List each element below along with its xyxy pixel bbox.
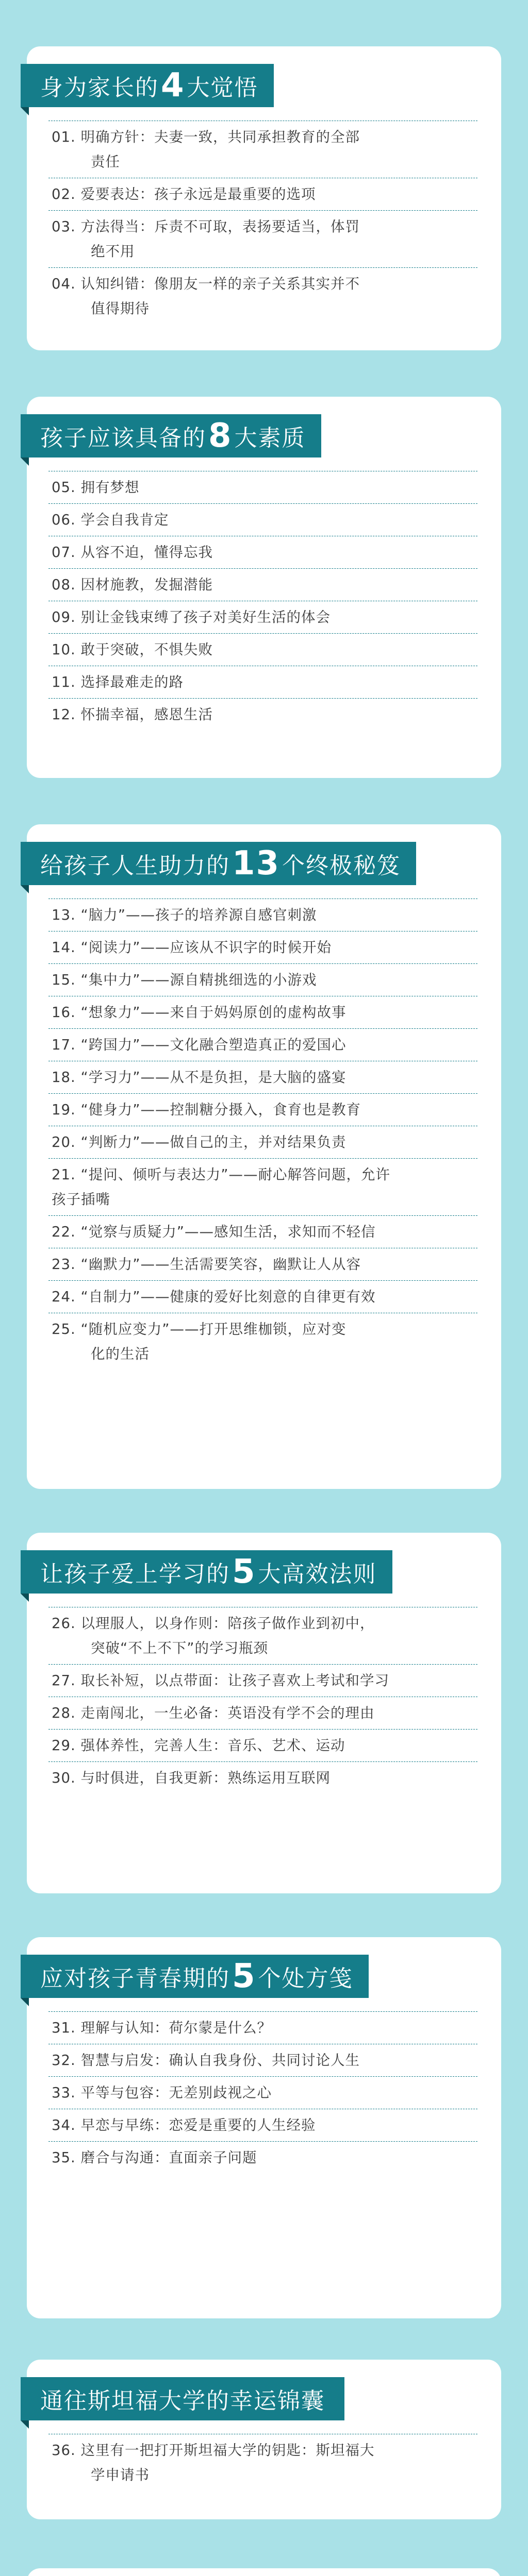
list-item [48, 267, 477, 325]
item-number: 27. [52, 1672, 76, 1689]
item-text: 早恋与早练：恋爱是重要的人生经验 [80, 2117, 316, 2133]
list-item [48, 1761, 477, 1794]
item-list [48, 121, 477, 325]
list-item [48, 899, 477, 931]
list-item [48, 536, 477, 568]
item-text-continued: 责任 [91, 154, 120, 170]
item-list [48, 899, 477, 1370]
title-num: 13 [232, 844, 280, 883]
item-number: 20. [52, 1134, 76, 1150]
item-number: 29. [52, 1737, 76, 1754]
section-card [27, 1937, 501, 2318]
item-number: 15. [52, 972, 76, 988]
item-list [48, 2011, 477, 2174]
title-pre: 通往斯坦福大学的幸运锦囊 [40, 2388, 325, 2414]
item-text: 敢于突破，不惧失败 [80, 641, 213, 658]
list-item [48, 1664, 477, 1697]
list-item [48, 1126, 477, 1158]
list-item [48, 568, 477, 601]
item-text: 怀揣幸福，感恩生活 [80, 706, 213, 723]
item-text: “健身力”——控制糖分摄入，食育也是教育 [80, 1101, 361, 1118]
item-number: 32. [52, 2052, 76, 2069]
item-text: 别让金钱束缚了孩子对美好生活的体会 [80, 609, 331, 625]
item-text-continued: 突破“不上不下”的学习瓶颈 [91, 1640, 268, 1656]
list-item [48, 698, 477, 731]
list-item [48, 996, 477, 1028]
section-card [27, 2360, 501, 2519]
section-title [21, 1550, 392, 1594]
section-card [27, 2568, 501, 2576]
item-number: 13. [52, 907, 76, 923]
item-text: “想象力”——来自于妈妈原创的虚构故事 [80, 1004, 346, 1021]
list-item [48, 1697, 477, 1729]
item-text: 选择最难走的路 [80, 674, 184, 690]
list-item [48, 2434, 477, 2491]
title-pre: 应对孩子青春期的 [40, 1965, 230, 1992]
item-text: “觉察与质疑力”——感知生活，求知而不轻信 [80, 1224, 376, 1240]
list-item [48, 1729, 477, 1761]
item-text: “集中力”——源自精挑细选的小游戏 [80, 972, 317, 988]
item-number: 17. [52, 1037, 76, 1053]
list-item [48, 1280, 477, 1313]
item-number: 24. [52, 1289, 76, 1305]
list-item [48, 1313, 477, 1370]
list-item [48, 666, 477, 698]
list-item [48, 931, 477, 963]
list-item [48, 2011, 477, 2044]
item-number: 10. [52, 641, 76, 658]
item-number: 33. [52, 2084, 76, 2101]
list-item [48, 633, 477, 666]
list-item [48, 601, 477, 633]
title-post: 个终极秘笈 [282, 853, 401, 879]
section-title [21, 414, 321, 457]
list-item [48, 2141, 477, 2174]
section-card [27, 1533, 501, 1893]
list-item [48, 1607, 477, 1664]
item-text: “判断力”——做自己的主，并对结果负责 [80, 1134, 346, 1150]
item-text-continued: 值得期待 [91, 300, 150, 317]
list-item [48, 1158, 477, 1215]
item-text: 明确方针：夫妻一致，共同承担教育的全部 [80, 129, 360, 145]
item-number: 08. [52, 577, 76, 593]
item-number: 34. [52, 2117, 76, 2133]
item-number: 25. [52, 1321, 76, 1337]
section-title [21, 842, 416, 885]
title-post: 大素质 [234, 425, 306, 451]
list-item [48, 1215, 477, 1248]
title-post: 个处方笺 [258, 1965, 353, 1992]
list-item [48, 2044, 477, 2076]
title-pre: 孩子应该具备的 [40, 425, 206, 451]
item-text: “学习力”——从不是负担，是大脑的盛宴 [80, 1069, 346, 1086]
list-item [48, 178, 477, 210]
item-number: 11. [52, 674, 76, 690]
item-number: 16. [52, 1004, 76, 1021]
item-number: 06. [52, 512, 76, 528]
item-text: 取长补短，以点带面：让孩子喜欢上考试和学习 [80, 1672, 389, 1689]
item-list [48, 2434, 477, 2491]
item-text: 以理服人，以身作则：陪孩子做作业到初中， [80, 1615, 375, 1632]
title-num: 8 [208, 417, 233, 455]
item-text: 与时俱进，自我更新：熟练运用互联网 [80, 1770, 331, 1786]
item-text: “阅读力”——应该从不识字的时候开始 [80, 939, 332, 956]
item-number: 09. [52, 609, 76, 625]
item-text: 方法得当：斥责不可取，表扬要适当，体罚 [80, 218, 360, 235]
item-text: 拥有梦想 [80, 479, 140, 496]
title-pre: 身为家长的 [40, 75, 159, 101]
item-text-continued: 绝不用 [91, 243, 135, 260]
item-text: 因材施教，发掘潜能 [80, 577, 213, 593]
title-pre: 让孩子爱上学习的 [40, 1561, 230, 1587]
item-number: 07. [52, 544, 76, 561]
section-card [27, 824, 501, 1489]
item-number: 18. [52, 1069, 76, 1086]
item-text: “跨国力”——文化融合塑造真正的爱国心 [80, 1037, 346, 1053]
list-item [48, 1061, 477, 1093]
section-title [21, 64, 274, 107]
item-number: 23. [52, 1256, 76, 1273]
item-number: 26. [52, 1615, 76, 1632]
list-item [48, 963, 477, 996]
section-title [21, 2377, 344, 2420]
item-text-continued: 学申请书 [91, 2467, 150, 2483]
item-text: “脑力”——孩子的培养源自感官刺激 [80, 907, 317, 923]
item-number: 28. [52, 1705, 76, 1721]
section-title [21, 1955, 369, 1998]
title-num: 5 [232, 1553, 256, 1591]
item-text: 智慧与启发：确认自我身份、共同讨论人生 [80, 2052, 360, 2069]
list-item [48, 210, 477, 267]
item-number: 02. [52, 186, 76, 202]
item-number: 12. [52, 706, 76, 723]
list-item [48, 2076, 477, 2109]
item-text: 认知纠错：像朋友一样的亲子关系其实并不 [80, 276, 360, 292]
list-item [48, 1248, 477, 1280]
item-text-continued: 孩子插嘴 [52, 1191, 110, 1208]
section-card [27, 397, 501, 778]
item-text: 强体养性，完善人生：音乐、艺术、运动 [80, 1737, 345, 1754]
item-list [48, 471, 477, 731]
item-number: 03. [52, 218, 76, 235]
item-number: 31. [52, 2020, 76, 2036]
item-text: 理解与认知：荷尔蒙是什么？ [80, 2020, 272, 2036]
list-item [48, 2109, 477, 2141]
item-text-continued: 化的生活 [91, 1346, 150, 1362]
item-number: 19. [52, 1101, 76, 1118]
item-text: 平等与包容：无差别歧视之心 [80, 2084, 272, 2101]
item-number: 01. [52, 129, 76, 145]
list-item [48, 471, 477, 503]
item-text: 从容不迫，懂得忘我 [80, 544, 213, 561]
list-item [48, 121, 477, 178]
item-text: 磨合与沟通：直面亲子问题 [80, 2149, 257, 2166]
title-num: 5 [232, 1957, 256, 1995]
list-item [48, 1028, 477, 1061]
item-text: 这里有一把打开斯坦福大学的钥匙：斯坦福大 [80, 2442, 375, 2459]
item-number: 05. [52, 479, 76, 496]
item-text: “随机应变力”——打开思维枷锁，应对变 [80, 1321, 346, 1337]
item-text: 走南闯北，一生必备：英语没有学不会的理由 [80, 1705, 375, 1721]
title-num: 4 [161, 66, 185, 105]
list-item [48, 503, 477, 536]
item-text: “提问、倾听与表达力”——耐心解答问题，允许 [80, 1166, 390, 1183]
item-text: “幽默力”——生活需要笑容，幽默让人从容 [80, 1256, 361, 1273]
list-item [48, 1093, 477, 1126]
title-post: 大高效法则 [258, 1561, 377, 1587]
title-post: 大觉悟 [187, 75, 258, 101]
item-number: 36. [52, 2442, 76, 2459]
item-number: 22. [52, 1224, 76, 1240]
item-number: 04. [52, 276, 76, 292]
item-number: 14. [52, 939, 76, 956]
item-text: “自制力”——健康的爱好比刻意的自律更有效 [80, 1289, 376, 1305]
section-card [27, 46, 501, 350]
item-list [48, 1607, 477, 1794]
item-number: 30. [52, 1770, 76, 1786]
item-number: 21. [52, 1166, 76, 1183]
item-text: 学会自我肯定 [80, 512, 169, 528]
item-number: 35. [52, 2149, 76, 2166]
item-text: 爱要表达：孩子永远是最重要的选项 [80, 186, 316, 202]
title-pre: 给孩子人生助力的 [40, 853, 230, 879]
